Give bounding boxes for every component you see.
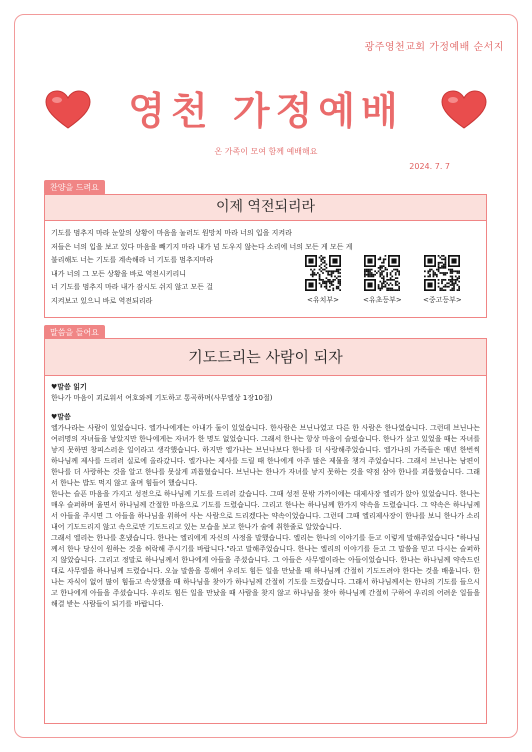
qr-code-youth[interactable] [423,255,462,305]
lyrics-line: 기도를 멈추지 마라 눈앞의 상황이 마음을 눌러도 원망치 마라 너의 입을 지켜라 [51,229,292,237]
sermon-paragraph: 그래서 엘리는 한나를 혼냈습니다. 한나는 엘리에게 자신의 사정을 말했습니다. 엘리는 한나의 이야기를 듣고 이렇게 말해주었습니다 "하나님께서 한나 당신이 원하는 것을 허락해 주시기를 바랍니다."라고 말해주었습니다. 한나는 엘리의 이야기를 듣고 그 말씀을 믿고 다시는 슬퍼하지 않았습니다. 그리고 정말로 하나님께서 한나에게 아들을 주셨습니다. 그 아들은 사무엘이라는 아들이었습니다. 한나는 하나님께 약속드린 대로 사무엘을 하나님께 드렸습니다. 오늘 말씀을 통해여 우리도 힘든 일을 만났을 때 하나님께 간절히 기도드려야 한다는 것을 배웁니다. 한나는 자식이 없어 많이 힘들고 속상했을 때 하나님을 찾아가 하나님께 간절히 기도를 드렸습니다. 그래서 하나님께서는 한나의 기도를 들으시고 한나에게 아들을 주셨습니다. 우리도 힘든 일을 만났을 때 사람을 찾지 않고 하나님을 찾아 하나님께 간절히 구하여 우리의 어려운 일들을 해결 받는 사람들이 되기를 바랍니다. [51,534,480,608]
qr-label: <중고등부> [423,296,462,304]
lyrics [45,221,486,309]
subtitle: 온 가족이 모여 함께 예배해요 [214,147,318,156]
scripture-reading: 한나가 마음이 괴로워서 여호와께 기도하고 통곡하며(사무엘상 1장10절) [51,394,273,402]
lyrics-line: 너 기도를 멈추지 마라 내가 잠시도 쉬지 않고 모든 걸 [51,283,214,292]
worship-date: 2024. 7. 7 [409,162,450,171]
song-title: 이제 역전되리라 [45,195,486,221]
qr-code-icon [305,255,341,291]
qr-code-kindergarten[interactable] [305,255,341,305]
lyrics-line: 불리해도 너는 기도를 계속해라 너 기도를 멈추지마라 [51,256,214,265]
sermon-paragraph: 엘가나라는 사람이 있었습니다. 엘가나에게는 아내가 둘이 있었습니다. 한사람은 브닌나였고 다른 한 사람은 한나였습니다. 그런데 브닌나는 여러명의 자녀들을 낳았지만 한나에게는 자녀가 한 명도 없었습니다. 그래서 한나는 항상 마음이 슬펐습니다. 한나가 살고 있었을 때는 자녀를 낳지 못하면 창피스러운 일이라고 생각했습니다. 하지만 엘가나는 브닌나보다 한나를 더 사랑해주었습니다. 엘가나의 가족들은 매년 한번씩 하나님께 제사를 드리러 실로에 올라갔니다. 엘가나는 제사를 드릴 때 한나에게 아주 많은 제물을 챙겨 주었습니다. 그래서 브닌나는 남편이 한나를 더 사랑하는 것을 알고 한나를 못살게 괴롭혔습니다. 브닌나는 한나가 자녀를 낳지 못하는 것을 약점 삼아 한나를 괴롭혔습니다. 그래서 한나는 밥도 먹지 않고 울며 힘들어 했습니다. [51,424,480,487]
sermon-section [44,338,487,724]
sermon-paragraph: 한나는 슬픈 마음을 가지고 성전으로 하나님께 기도를 드리러 갔습니다. 그때 성전 문밖 가까이에는 대제사장 엘리가 앉아 있었습니다. 한나는 매우 슬퍼하며 울면서 하나님께 간절한 마음으로 기도를 드렸습니다. 그리고 한나는 하나님께 한가지 약속을 드렸습니다. 그 약속은 하나님께서 아들을 주시면 그 아들을 하나님을 위하여 사는 사람으로 드리겠다는 약속이었습니다. 그런데 그때 엘리제사장이 한나를 보니 한나가 소리내어 기도드리지 않고 속으로만 기도드리고 있는 모습을 보고 한나가 술에 취한줄로 알았습니다. [51,490,480,531]
qr-code-elementary[interactable] [363,255,402,305]
praise-section [44,194,487,318]
lyrics-line: 저들은 너의 입을 보고 있다 마음을 빼기지 마라 내가 넘 도우지 않는다 소리에 너의 모든 게 모든 게 [51,242,353,251]
qr-label: <유치부> [306,296,340,304]
sermon-body [45,376,486,610]
page-title: 영천 가정예배 [128,89,404,133]
praise-tag: 찬양을 드려요 [44,180,105,195]
sermon-title: 기도드리는 사람이 되자 [45,339,486,376]
qr-label: <유초등부> [363,296,402,304]
qr-code-icon [364,255,400,291]
lyrics-line: 지켜보고 있으니 바로 역전되리라 [51,296,153,305]
word-heading: ♥말씀 [51,413,71,421]
lyrics-line: 내가 너의 그 모든 상황을 바로 역전시키리니 [51,269,187,278]
sermon-tag: 말씀을 들어요 [44,325,105,340]
qr-code-icon [424,255,460,291]
reading-heading: ♥말씀 읽기 [51,383,87,391]
church-name: 광주영천교회 가정예배 순서지 [364,42,504,53]
